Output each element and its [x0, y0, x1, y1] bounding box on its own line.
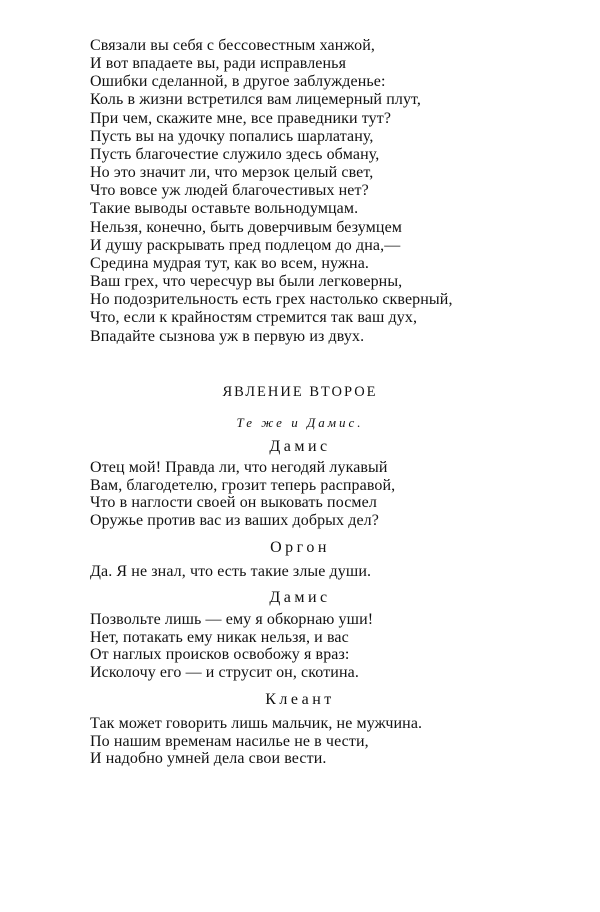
verse-stanza-1 — [90, 37, 453, 346]
verse-line: При чем, скажите мне, все праведники тут? — [90, 109, 392, 127]
verse-line: Пусть вы на удочку попались шарлатану, — [90, 127, 374, 145]
speaker-name: Оргон — [270, 539, 330, 556]
verse-line: Связали вы себя с бессовестным ханжой, — [90, 37, 375, 54]
verse-line: Что в наглости своей он выковать посмел — [90, 494, 377, 512]
verse-line: И душу раскрывать пред подлецом до дна,— — [90, 236, 401, 254]
verse-line: Ошибки сделанной, в другое заблужденье: — [90, 73, 386, 91]
verse-line: Позвольте лишь — ему я обкорнаю уши! — [90, 611, 374, 628]
verse-line: И вот впадаете вы, ради исправленья — [90, 55, 347, 73]
verse-line: Вам, благодетелю, грозит теперь расправой, — [90, 476, 396, 494]
verse-line: Да. Я не знал, что есть такие злые души. — [90, 563, 372, 580]
verse-line: Такие выводы оставьте вольнодумцам. — [90, 200, 359, 218]
verse-line: Нет, потакать ему никак нельзя, и вас — [90, 628, 349, 646]
speech-dialogue — [90, 611, 373, 681]
verse-line: Но это значит ли, что мерзок целый свет, — [90, 164, 374, 182]
speech-dialogue — [90, 563, 371, 581]
verse-line: Ваш грех, что чересчур вы были легковерны, — [90, 273, 403, 291]
verse-line: И надобно умней дела свои вести. — [90, 750, 327, 768]
scene-title: ЯВЛЕНИЕ ВТОРОЕ — [222, 384, 378, 400]
speech-dialogue — [90, 715, 422, 768]
verse-line: Впадайте сызнова уж в первую из двух. — [90, 327, 365, 345]
verse-line: Что, если к крайностям стремится так ваш дух, — [90, 309, 418, 327]
speech-dialogue — [90, 459, 395, 529]
speaker-name: Дамис — [269, 589, 331, 606]
verse-line: Коль в жизни встретился вам лицемерный плут, — [90, 91, 422, 109]
verse-line: Отец мой! Правда ли, что негодяй лукавый — [90, 459, 388, 476]
verse-line: Что вовсе уж людей благочестивых нет? — [90, 182, 369, 200]
verse-line: От наглых происков освобожу я враз: — [90, 646, 350, 664]
stage-direction: Те же и Дамис. — [236, 415, 364, 430]
verse-line: По нашим временам насилье не в чести, — [90, 732, 369, 750]
verse-line: Оружье против вас из ваших добрых дел? — [90, 511, 379, 529]
verse-line: Нельзя, конечно, быть доверчивым безумцем — [90, 218, 402, 236]
speaker-name: Клеант — [265, 691, 335, 708]
verse-line: Исколочу его — и струсит он, скотина. — [90, 663, 359, 681]
verse-line: Но подозрительность есть грех настолько скверный, — [90, 291, 453, 309]
verse-line: Пусть благочестие служило здесь обману, — [90, 145, 380, 163]
verse-line: Средина мудрая тут, как во всем, нужна. — [90, 254, 370, 272]
verse-line: Так может говорить лишь мальчик, не мужчина. — [90, 715, 423, 732]
speaker-name: Дамис — [269, 438, 331, 455]
